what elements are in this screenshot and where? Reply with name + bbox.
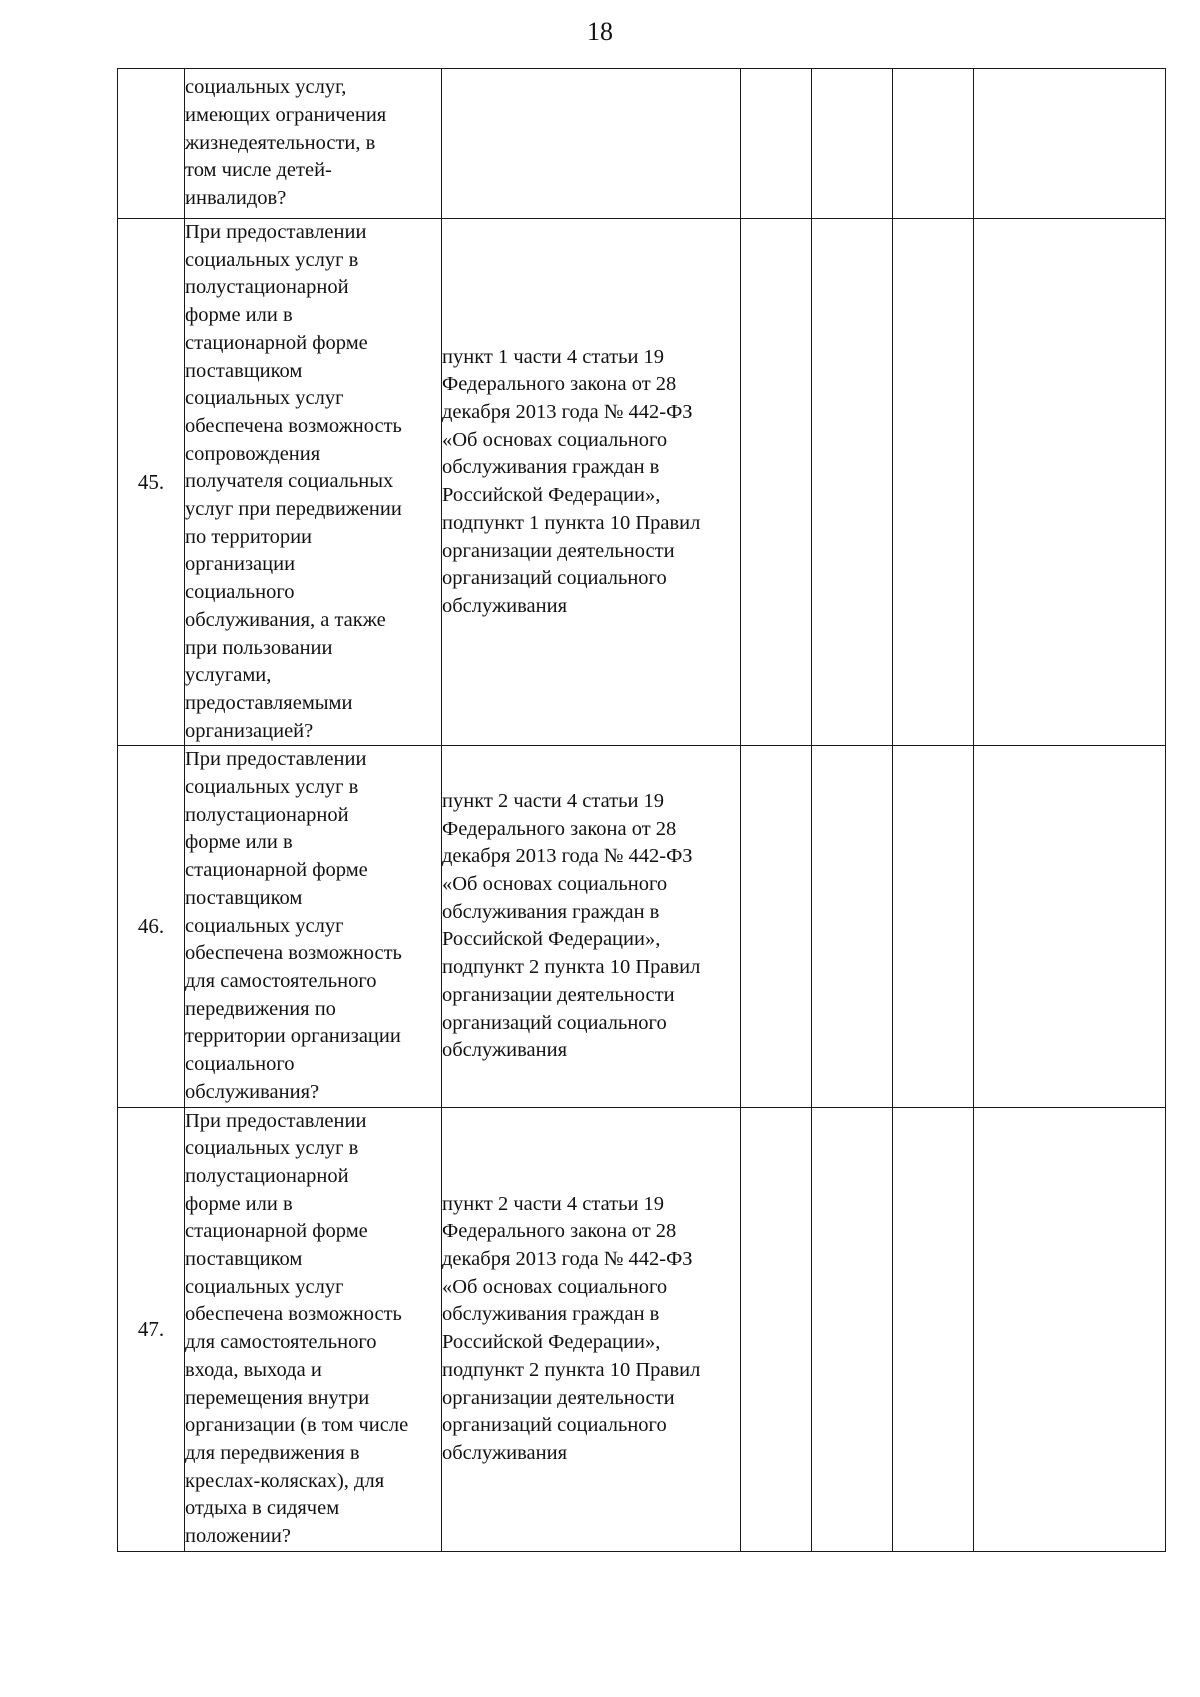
legal-basis-text-line: организации деятельности	[442, 983, 675, 1006]
question-text-line: поставщиком	[185, 886, 303, 909]
question-text-line: входа, выхода и	[185, 1358, 322, 1381]
legal-basis-text-line: подпункт 1 пункта 10 Правил	[442, 511, 701, 534]
answer-cell	[974, 219, 1166, 746]
legal-basis-text-line: Федерального закона от 28	[442, 373, 677, 396]
question-text-line: отдыха в сидячем	[185, 1497, 340, 1520]
question-text-line: поставщиком	[185, 359, 303, 382]
question-text-line: организации	[185, 553, 296, 576]
legal-basis-text-line: «Об основах социального	[442, 1275, 668, 1298]
answer-cell	[893, 746, 974, 1107]
legal-basis-text-line: подпункт 2 пункта 10 Правил	[442, 956, 701, 979]
question-text-line: обслуживания?	[185, 1080, 320, 1103]
legal-basis-text-line: Федерального закона от 28	[442, 1220, 677, 1243]
question-text-line: том числе детей-	[185, 159, 332, 182]
question-text-line: социальных услуг,	[185, 76, 347, 99]
legal-basis-text-line: «Об основах социального	[442, 428, 668, 451]
row-number	[118, 69, 185, 219]
page-number: 18	[587, 17, 613, 46]
row-number: 46.	[118, 746, 185, 1107]
question-text-line: форме или в	[185, 304, 293, 327]
question-text-line: при пользовании	[185, 636, 333, 659]
answer-cell	[741, 219, 812, 746]
question-text-line: обеспечена возможность	[185, 414, 402, 437]
question-text-line: социальных услуг в	[185, 776, 359, 799]
question-text-line: территории организации	[185, 1025, 401, 1048]
legal-basis-text-line: обслуживания граждан в	[442, 900, 660, 923]
question-text-line: имеющих ограничения	[185, 103, 387, 126]
question-text-line: предоставляемыми	[185, 691, 353, 714]
question-text-line: для передвижения в	[185, 1441, 360, 1464]
answer-cell	[741, 1107, 812, 1551]
legal-basis-text-line: «Об основах социального	[442, 873, 668, 896]
question-cell	[185, 69, 442, 219]
legal-basis-text-line: организаций социального	[442, 567, 667, 590]
table-row	[118, 746, 1166, 1107]
question-text-line: полустационарной	[185, 803, 349, 826]
answer-cell	[974, 746, 1166, 1107]
question-text-line: социальных услуг	[185, 1275, 344, 1298]
question-text-line: для самостоятельного	[185, 1331, 377, 1354]
legal-basis-text-line: пункт 2 части 4 статьи 19	[442, 1192, 665, 1215]
question-text-line: При предоставлении	[185, 221, 367, 243]
question-text-line: жизнедеятельности, в	[185, 131, 376, 154]
legal-basis-cell	[442, 1107, 741, 1551]
table-row	[118, 1107, 1166, 1551]
checklist-table	[117, 68, 1166, 1552]
question-text-line: обеспечена возможность	[185, 1303, 402, 1326]
question-text-line: инвалидов?	[185, 187, 287, 210]
question-text-line: услугами,	[185, 664, 272, 687]
answer-cell	[974, 1107, 1166, 1551]
legal-basis-cell	[442, 69, 741, 219]
question-text-line: обеспечена возможность	[185, 942, 402, 965]
question-text-line: социальных услуг в	[185, 248, 359, 271]
answer-cell	[741, 69, 812, 219]
legal-basis-text-line: Российской Федерации»,	[442, 928, 661, 951]
answer-cell	[812, 1107, 893, 1551]
legal-basis-text-line: организации деятельности	[442, 539, 675, 562]
question-text-line: стационарной форме	[185, 1220, 368, 1243]
legal-basis-text-line: Российской Федерации»,	[442, 484, 661, 507]
legal-basis-text-line: подпункт 2 пункта 10 Правил	[442, 1358, 701, 1381]
question-text-line: полустационарной	[185, 276, 349, 299]
legal-basis-text-line: обслуживания	[442, 1441, 568, 1464]
answer-cell	[812, 746, 893, 1107]
question-text-line: сопровождения	[185, 442, 321, 465]
legal-basis-text-line: обслуживания	[442, 594, 568, 617]
legal-basis-text-line: Российской Федерации»,	[442, 1331, 661, 1354]
legal-basis-text-line: декабря 2013 года № 442-ФЗ	[442, 1248, 693, 1271]
answer-cell	[974, 69, 1166, 219]
legal-basis-text-line: организаций социального	[442, 1414, 667, 1437]
legal-basis-text-line: организаций социального	[442, 1011, 667, 1034]
question-text-line: социального	[185, 1053, 295, 1076]
legal-basis-text-line: обслуживания граждан в	[442, 1303, 660, 1326]
question-text-line: социального	[185, 581, 295, 604]
row-number: 45.	[118, 219, 185, 746]
legal-basis-text-line: Федерального закона от 28	[442, 817, 677, 840]
legal-basis-cell	[442, 219, 741, 746]
question-text-line: получателя социальных	[185, 470, 394, 493]
legal-basis-text-line: декабря 2013 года № 442-ФЗ	[442, 845, 693, 868]
legal-basis-text-line: пункт 1 части 4 статьи 19	[442, 345, 665, 368]
question-cell	[185, 219, 442, 746]
question-text-line: социальных услуг	[185, 387, 344, 410]
answer-cell	[893, 1107, 974, 1551]
question-text-line: организацией?	[185, 719, 314, 742]
row-number: 47.	[118, 1107, 185, 1551]
legal-basis-text-line: декабря 2013 года № 442-ФЗ	[442, 401, 693, 424]
question-text-line: для самостоятельного	[185, 969, 377, 992]
question-text-line: креслах-колясках), для	[185, 1469, 385, 1492]
question-text-line: При предоставлении	[185, 1109, 367, 1132]
question-text-line: стационарной форме	[185, 331, 368, 354]
answer-cell	[893, 69, 974, 219]
question-text-line: услуг при передвижении	[185, 498, 402, 521]
question-text-line: по территории	[185, 525, 313, 548]
legal-basis-text-line: пункт 2 части 4 статьи 19	[442, 789, 665, 812]
answer-cell	[812, 219, 893, 746]
legal-basis-cell	[442, 746, 741, 1107]
question-text-line: форме или в	[185, 1192, 293, 1215]
table-row	[118, 219, 1166, 746]
answer-cell	[741, 746, 812, 1107]
question-text-line: организации (в том числе	[185, 1414, 409, 1437]
question-text-line: полустационарной	[185, 1164, 349, 1187]
question-text-line: стационарной форме	[185, 859, 368, 882]
question-text-line: обслуживания, а также	[185, 608, 386, 631]
question-cell	[185, 1107, 442, 1551]
answer-cell	[893, 219, 974, 746]
question-text-line: социальных услуг	[185, 914, 344, 937]
question-text-line: поставщиком	[185, 1248, 303, 1271]
question-text-line: передвижения по	[185, 997, 336, 1020]
legal-basis-text-line: обслуживания	[442, 1039, 568, 1062]
question-text-line: форме или в	[185, 831, 293, 854]
question-text-line: перемещения внутри	[185, 1386, 370, 1409]
question-text-line: положении?	[185, 1525, 291, 1548]
table-row	[118, 69, 1166, 219]
legal-basis-text-line: обслуживания граждан в	[442, 456, 660, 479]
answer-cell	[812, 69, 893, 219]
question-cell	[185, 746, 442, 1107]
legal-basis-text-line: организации деятельности	[442, 1386, 675, 1409]
question-text-line: социальных услуг в	[185, 1137, 359, 1160]
question-text-line: При предоставлении	[185, 748, 367, 771]
